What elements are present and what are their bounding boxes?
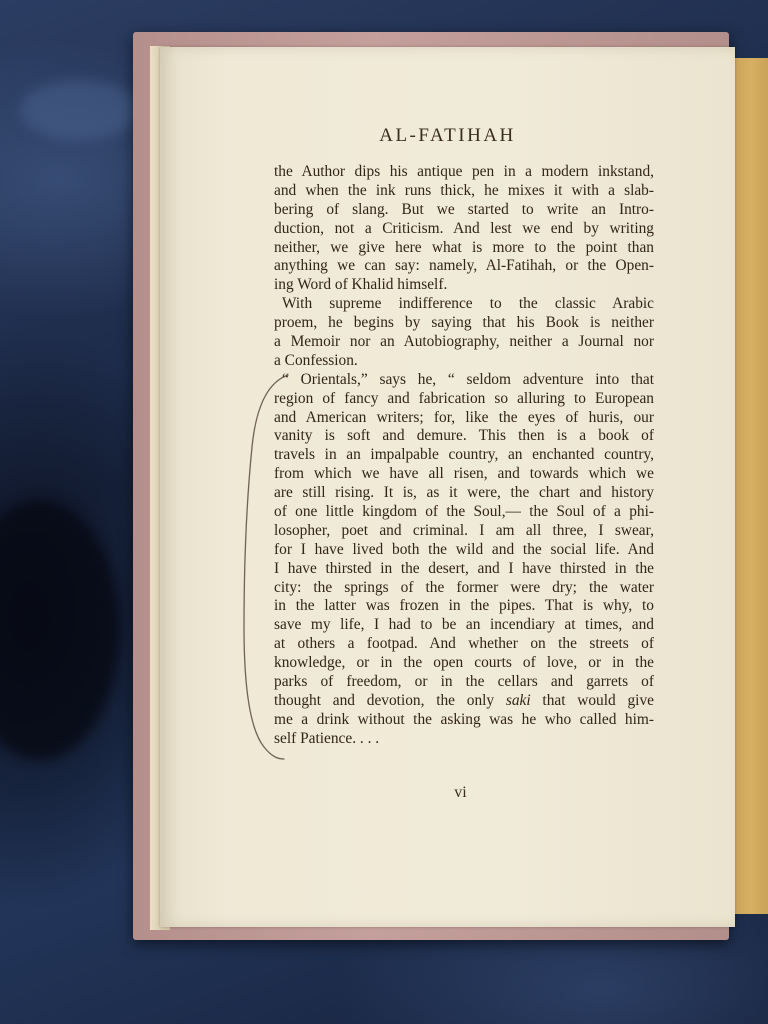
text-line: save my life, I had to be an incendiary at times, and — [274, 616, 654, 634]
text-line: a Confession. — [274, 351, 358, 369]
text-line: neither, we give here what is more to the point than — [274, 238, 654, 256]
text-line: proem, he begins by saying that his Book is neither — [274, 314, 654, 332]
text-line: me a drink without the asking was he who called him- — [274, 710, 654, 728]
text-line: and when the ink runs thick, he mixes it with a slab- — [274, 181, 654, 199]
text-line: at others a footpad. And whether on the streets of — [274, 635, 654, 653]
text-line: travels in an impalpable country, an enchanted country, — [274, 446, 654, 464]
text-line: ing Word of Khalid himself. — [274, 276, 448, 294]
text-line: I have thirsted in the desert, and I have thirsted in the — [274, 559, 654, 577]
text-line: “ Orientals,” says he, “ seldom adventure into that — [282, 370, 654, 388]
text-line: the Author dips his antique pen in a modern inkstand, — [274, 163, 654, 180]
text-line: thought and devotion, the only saki that would give — [274, 691, 654, 709]
text-line: region of fancy and fabrication so alluring to European — [274, 389, 654, 407]
page-number: vi — [454, 784, 467, 801]
book-page — [160, 47, 735, 927]
fabric-fold — [20, 80, 140, 140]
text-line: anything we can say: namely, Al-Fatihah, or the Open- — [274, 257, 654, 275]
running-head: AL-FATIHAH — [379, 125, 516, 146]
text-line: bering of slang. But we started to write an Intro- — [274, 200, 654, 218]
text-line: and American writers; for, like the eyes of huris, our — [274, 408, 654, 426]
text-line: are still rising. It is, as it were, the chart and history — [274, 484, 654, 502]
text-line: a Memoir nor an Autobiography, neither a Journal nor — [274, 333, 654, 351]
text-line: for I have lived both the wild and the social life. And — [274, 540, 654, 558]
text-line: in the latter was frozen in the pipes. That is why, to — [274, 597, 654, 615]
page-text — [274, 163, 654, 749]
text-line: knowledge, or in the open courts of love, or in the — [274, 654, 654, 672]
text-line: self Patience. . . . — [274, 729, 380, 747]
text-line: of one little kingdom of the Soul,— the Soul of a phi- — [274, 503, 654, 521]
text-line: vanity is soft and demure. This then is a book of — [274, 427, 654, 445]
text-line: from which we have all risen, and towards which we — [274, 465, 654, 483]
facing-page-edge — [733, 58, 768, 914]
text-line: losopher, poet and criminal. I am all three, I swear, — [274, 521, 654, 539]
text-line: duction, not a Criticism. And lest we end by writing — [274, 219, 654, 237]
text-line: parks of freedom, or in the cellars and garrets of — [274, 673, 654, 691]
fabric-fold — [0, 500, 120, 760]
text-line: city: the springs of the former were dry; the water — [274, 578, 654, 596]
text-line: With supreme indifference to the classic Arabic — [282, 295, 654, 313]
italic-word: saki — [505, 691, 531, 709]
